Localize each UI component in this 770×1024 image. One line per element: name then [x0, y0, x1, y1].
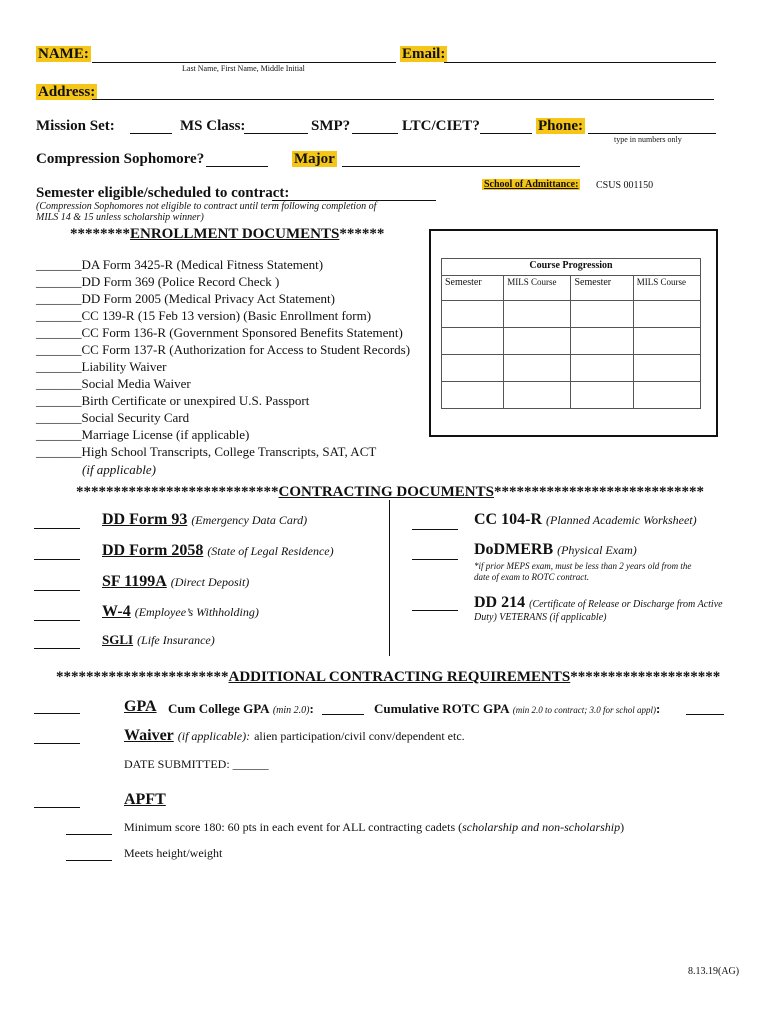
contracting-item-desc: (State of Legal Residence) [207, 544, 334, 558]
table-row [442, 355, 701, 382]
enrollment-item-label: DD Form 369 (Police Record Check ) [81, 274, 280, 289]
contracting-item-title: DD Form 2058 [102, 542, 204, 559]
enrollment-check-blank[interactable]: _______ [36, 393, 82, 408]
phone-label: Phone: [538, 118, 583, 134]
cum-rotc-gpa: Cumulative ROTC GPA (min 2.0 to contract; 3.0 for schol appl): [374, 701, 661, 716]
contracting-item-title: SGLI [102, 632, 134, 647]
apft-check[interactable] [34, 807, 80, 808]
enrollment-check-blank[interactable]: _______ [36, 257, 82, 272]
enrollment-item [36, 444, 376, 460]
cc104r-item: CC 104-R (Planned Academic Worksheet) [474, 511, 697, 528]
enrollment-item [36, 342, 410, 358]
enrollment-item [36, 359, 167, 375]
contracting-check[interactable] [34, 590, 80, 591]
contracting-item-desc: (Emergency Data Card) [191, 513, 308, 527]
name-hint: Last Name, First Name, Middle Initial [182, 64, 305, 73]
email-label: Email: [402, 46, 446, 62]
contracting-heading: ***************************CONTRACTING DOCUMENTS**************************** [76, 484, 704, 500]
major-field[interactable] [342, 166, 580, 167]
enrollment-item-label: Birth Certificate or unexpired U.S. Passport [81, 393, 310, 408]
school-of-admittance-value: CSUS 001150 [596, 180, 654, 191]
waiver-check[interactable] [34, 743, 80, 744]
dodmerb-check[interactable] [412, 559, 458, 560]
height-weight-text: Meets height/weight [124, 846, 223, 860]
contracting-divider [389, 500, 390, 656]
mission-set-label: Mission Set: [36, 118, 115, 134]
course-progression-table [441, 258, 701, 409]
col-semester-2: Semester [571, 276, 633, 301]
compression-note-2: MILS 14 & 15 unless scholarship winner) [36, 212, 204, 223]
smp-label: SMP? [311, 118, 351, 134]
contracting-check[interactable] [34, 559, 80, 560]
contracting-check[interactable] [34, 648, 80, 649]
enrollment-item [36, 308, 371, 324]
dodmerb-note-1: *if prior MEPS exam, must be less than 2 years old from the [474, 561, 692, 571]
table-row [442, 328, 701, 355]
compression-sophomore-label: Compression Sophomore? [36, 151, 205, 167]
ltc-ciet-field[interactable] [480, 133, 532, 134]
enrollment-item [36, 427, 249, 443]
enrollment-check-blank[interactable]: _______ [36, 359, 82, 374]
contracting-item-desc: (Direct Deposit) [170, 575, 250, 589]
semester-eligible-label: Semester eligible/scheduled to contract: [36, 185, 290, 201]
contracting-check[interactable] [34, 528, 80, 529]
col-mils-course-1: MILS Course [504, 276, 571, 301]
contracting-item-desc: (Employee’s Withholding) [134, 605, 259, 619]
dodmerb-note-2: date of exam to ROTC contract. [474, 572, 589, 582]
enrollment-item-label: Marriage License (if applicable) [81, 427, 250, 442]
enrollment-item [36, 274, 279, 290]
email-field[interactable] [444, 62, 716, 63]
enrollment-item [36, 257, 323, 273]
compression-note-1: (Compression Sophomores not eligible to contract until term following completion of [36, 201, 377, 212]
major-label: Major [294, 151, 335, 167]
contracting-check[interactable] [34, 620, 80, 621]
name-label: NAME: [38, 46, 89, 62]
cc104r-check[interactable] [412, 529, 458, 530]
ms-class-label: MS Class: [180, 118, 246, 134]
enrollment-item-label: CC Form 136-R (Government Sponsored Benefits Statement) [81, 325, 403, 340]
enrollment-check-blank[interactable]: _______ [36, 342, 82, 357]
contracting-item [102, 573, 249, 591]
enrollment-item-label: Social Security Card [81, 410, 190, 425]
enrollment-item-label: DD Form 2005 (Medical Privacy Act Statement) [81, 291, 335, 306]
height-weight-check[interactable] [66, 860, 112, 861]
apft-minimum-text: Minimum score 180: 60 pts in each event for ALL contracting cadets (scholarship and non-scholarship) [124, 820, 625, 834]
col-mils-course-2: MILS Course [633, 276, 700, 301]
course-progression-title: Course Progression [442, 259, 701, 276]
enrollment-check-blank[interactable]: _______ [36, 308, 82, 323]
enrollment-item [36, 410, 189, 426]
dd214-check[interactable] [412, 610, 458, 611]
ltc-ciet-label: LTC/CIET? [402, 118, 480, 134]
enrollment-check-blank[interactable]: _______ [36, 410, 82, 425]
enrollment-heading: ********ENROLLMENT DOCUMENTS****** [70, 226, 385, 242]
enrollment-check-blank[interactable]: _______ [36, 427, 82, 442]
ms-class-field[interactable] [244, 133, 308, 134]
gpa-title: GPA [124, 698, 157, 715]
additional-heading: ***********************ADDITIONAL CONTRACTING REQUIREMENTS******************** [56, 669, 721, 685]
enrollment-item-label: CC Form 137-R (Authorization for Access to Student Records) [81, 342, 411, 357]
enrollment-item-label: DA Form 3425-R (Medical Fitness Statement) [81, 257, 324, 272]
contracting-item [102, 511, 307, 529]
enrollment-check-blank[interactable]: _______ [36, 291, 82, 306]
enrollment-item [36, 325, 403, 341]
enrollment-item-label: Liability Waiver [81, 359, 167, 374]
cum-college-gpa-field[interactable] [322, 714, 364, 715]
date-submitted: DATE SUBMITTED: ______ [124, 757, 269, 771]
phone-field[interactable] [588, 133, 716, 134]
enrollment-item-label: High School Transcripts, College Transcripts, SAT, ACT [81, 444, 377, 459]
table-row [442, 382, 701, 409]
dodmerb-item: DoDMERB (Physical Exam) [474, 541, 637, 558]
enrollment-item [36, 376, 191, 392]
contracting-item-desc: (Life Insurance) [137, 633, 215, 647]
enrollment-check-blank[interactable]: _______ [36, 325, 82, 340]
enrollment-item [36, 393, 309, 409]
address-label: Address: [38, 84, 96, 100]
gpa-check[interactable] [34, 713, 80, 714]
col-semester-1: Semester [442, 276, 504, 301]
cum-college-gpa: Cum College GPA (min 2.0): [168, 701, 314, 716]
apft-minimum-check[interactable] [66, 834, 112, 835]
school-of-admittance-label: School of Admittance: [484, 179, 579, 190]
phone-hint: type in numbers only [614, 135, 682, 144]
enrollment-item-label: CC 139-R (15 Feb 13 version) (Basic Enrollment form) [81, 308, 372, 323]
version-footer: 8.13.19(AG) [688, 966, 740, 977]
enrollment-last-note: (if applicable) [82, 462, 157, 477]
enrollment-item-label: Social Media Waiver [81, 376, 191, 391]
enrollment-item [36, 291, 335, 307]
waiver-item: Waiver (if applicable): alien participation/civil conv/dependent etc. [124, 727, 465, 744]
enrollment-check-blank[interactable]: _______ [36, 274, 82, 289]
apft-title: APFT [124, 791, 166, 808]
contracting-item [102, 542, 334, 560]
contracting-item [102, 603, 259, 621]
dd214-item: DD 214 (Certificate of Release or Discharge from Active [474, 594, 723, 611]
address-field[interactable] [92, 99, 714, 100]
contracting-item-title: W-4 [102, 603, 131, 620]
mission-set-field[interactable] [130, 133, 172, 134]
contracting-item [102, 631, 215, 649]
dd214-desc-2: Duty) VETERANS (if applicable) [474, 612, 607, 623]
smp-field[interactable] [352, 133, 398, 134]
name-field[interactable] [92, 62, 396, 63]
enrollment-check-blank[interactable]: _______ [36, 444, 82, 459]
enrollment-check-blank[interactable]: _______ [36, 376, 82, 391]
compression-sophomore-field[interactable] [206, 166, 268, 167]
contracting-item-title: SF 1199A [102, 573, 167, 590]
cum-rotc-gpa-field[interactable] [686, 714, 724, 715]
table-row [442, 301, 701, 328]
contracting-item-title: DD Form 93 [102, 511, 188, 528]
